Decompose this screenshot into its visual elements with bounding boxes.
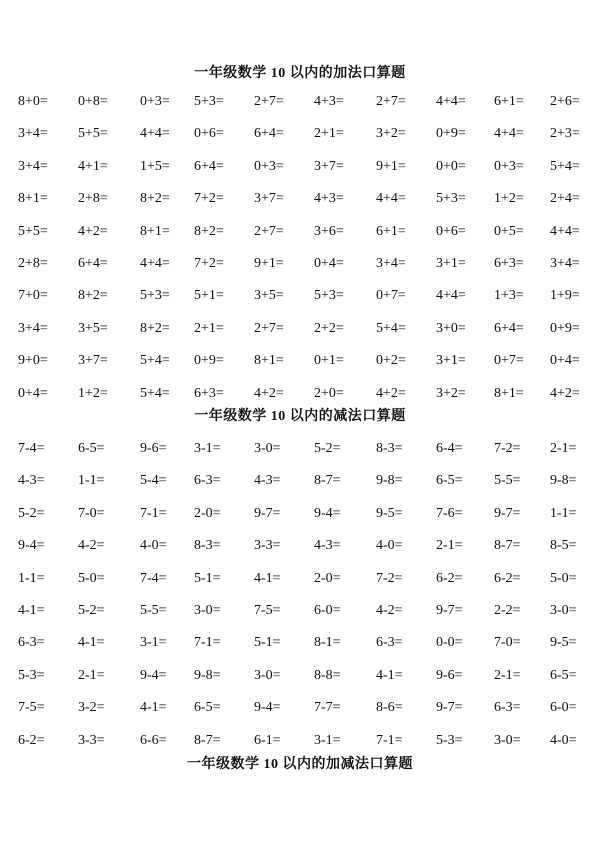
problem-item: 9-7= xyxy=(494,505,521,521)
problem-item: 6+4= xyxy=(254,126,284,142)
problem-item: 5-2= xyxy=(18,505,45,521)
problem-item: 5-1= xyxy=(254,635,281,651)
problem-row xyxy=(0,504,600,524)
problem-item: 3-2= xyxy=(78,700,105,716)
problem-item: 0+3= xyxy=(254,158,284,174)
problem-item: 6-3= xyxy=(494,700,521,716)
problem-item: 9-5= xyxy=(376,505,403,521)
section-title-addition: 一年级数学 10 以内的加法口算题 xyxy=(194,66,406,81)
problem-item: 4+2= xyxy=(78,223,108,239)
problem-item: 8-7= xyxy=(494,538,521,554)
problem-item: 6+4= xyxy=(194,158,224,174)
problem-item: 4+3= xyxy=(314,94,344,109)
problem-item: 2+7= xyxy=(254,223,284,239)
problem-item: 8+2= xyxy=(194,223,224,239)
problem-item: 8+2= xyxy=(140,320,170,336)
problem-item: 2+7= xyxy=(376,94,406,109)
problem-item: 0+4= xyxy=(550,353,580,369)
problem-item: 8+1= xyxy=(140,223,170,239)
problem-item: 5+4= xyxy=(140,385,170,401)
problem-item: 3+1= xyxy=(436,353,466,369)
problem-item: 3-0= xyxy=(254,667,281,683)
problem-item: 4+4= xyxy=(494,126,524,142)
problem-item: 4-0= xyxy=(376,538,403,554)
problem-item: 6+4= xyxy=(494,320,524,336)
problem-item: 9+1= xyxy=(376,158,406,174)
problem-item: 4+4= xyxy=(140,256,170,271)
problem-item: 4+1= xyxy=(78,158,108,174)
problem-item: 0+1= xyxy=(314,353,344,369)
problem-item: 7-2= xyxy=(376,570,403,586)
problem-item: 5+4= xyxy=(376,320,406,336)
problem-item: 8+0= xyxy=(18,94,48,109)
problem-item: 4-1= xyxy=(254,570,281,586)
problem-item: 4+4= xyxy=(436,94,466,109)
problem-item: 7-1= xyxy=(140,505,167,521)
problem-row xyxy=(0,471,600,491)
problem-item: 3+1= xyxy=(436,256,466,271)
problem-item: 4-3= xyxy=(314,538,341,554)
problem-item: 7+2= xyxy=(194,191,224,207)
problem-item: 1+3= xyxy=(494,288,524,304)
problem-item: 3-0= xyxy=(550,603,577,618)
problem-item: 4-0= xyxy=(140,538,167,554)
problem-item: 2+1= xyxy=(314,126,344,142)
problem-item: 3+4= xyxy=(18,320,48,336)
problem-row xyxy=(0,439,600,459)
problem-item: 0+3= xyxy=(140,94,170,109)
problem-item: 5-4= xyxy=(140,473,167,489)
problem-item: 1+2= xyxy=(78,385,108,401)
problem-item: 1+9= xyxy=(550,288,580,304)
problem-item: 6-3= xyxy=(376,635,403,651)
problem-item: 3+6= xyxy=(314,223,344,239)
problem-item: 5-2= xyxy=(314,441,341,456)
problem-item: 1+5= xyxy=(140,158,170,174)
problem-item: 6+1= xyxy=(494,94,524,109)
problem-item: 9+0= xyxy=(18,353,48,369)
problem-item: 5+3= xyxy=(194,94,224,109)
problem-item: 0+5= xyxy=(494,223,524,239)
problem-item: 5+1= xyxy=(194,288,224,304)
problem-item: 7-2= xyxy=(494,441,521,456)
problem-item: 2+8= xyxy=(78,191,108,207)
problem-item: 5-5= xyxy=(140,603,167,618)
problem-item: 3+4= xyxy=(18,126,48,142)
problem-item: 4-1= xyxy=(18,603,45,618)
problem-item: 2-1= xyxy=(436,538,463,554)
problem-item: 7-5= xyxy=(254,603,281,618)
problem-item: 4-3= xyxy=(254,473,281,489)
problem-item: 4-3= xyxy=(18,473,45,489)
problem-item: 6-3= xyxy=(18,635,45,651)
problem-item: 4+2= xyxy=(254,385,284,401)
problem-item: 9+1= xyxy=(254,256,284,271)
problem-item: 2+7= xyxy=(254,94,284,109)
problem-item: 6-5= xyxy=(550,667,577,683)
problem-item: 7-4= xyxy=(140,570,167,586)
problem-row xyxy=(0,351,600,371)
problem-row xyxy=(0,633,600,653)
problem-item: 0+0= xyxy=(436,158,466,174)
problem-item: 4+3= xyxy=(314,191,344,207)
problem-item: 6-0= xyxy=(550,700,577,716)
problem-item: 3-3= xyxy=(78,732,105,748)
problem-item: 6-5= xyxy=(436,473,463,489)
problem-item: 2-1= xyxy=(78,667,105,683)
problem-item: 8+2= xyxy=(140,191,170,207)
problem-item: 7-7= xyxy=(314,700,341,716)
problem-item: 3-0= xyxy=(254,441,281,456)
problem-item: 3-0= xyxy=(494,732,521,748)
problem-row xyxy=(0,286,600,306)
problem-item: 1+2= xyxy=(494,191,524,207)
problem-item: 5+5= xyxy=(78,126,108,142)
problem-item: 5-5= xyxy=(494,473,521,489)
problem-item: 6+3= xyxy=(194,385,224,401)
problem-item: 0+7= xyxy=(494,353,524,369)
problem-item: 4+4= xyxy=(140,126,170,142)
problem-item: 7-1= xyxy=(194,635,221,651)
problem-item: 0+4= xyxy=(18,385,48,401)
problem-item: 3+0= xyxy=(436,320,466,336)
problem-item: 9-8= xyxy=(194,667,221,683)
problem-item: 4+2= xyxy=(376,385,406,401)
problem-item: 6+4= xyxy=(78,256,108,271)
problem-row xyxy=(0,319,600,339)
problem-item: 6+1= xyxy=(376,223,406,239)
problem-item: 2-1= xyxy=(494,667,521,683)
problem-item: 4-0= xyxy=(550,732,577,748)
problem-item: 4-1= xyxy=(140,700,167,716)
problem-item: 2+3= xyxy=(550,126,580,142)
problem-item: 9-4= xyxy=(140,667,167,683)
problem-item: 4-1= xyxy=(78,635,105,651)
problem-item: 8-3= xyxy=(376,441,403,456)
problem-item: 6-6= xyxy=(140,732,167,748)
problem-item: 2+4= xyxy=(550,191,580,207)
problem-item: 2+1= xyxy=(194,320,224,336)
problem-item: 5-2= xyxy=(78,603,105,618)
problem-item: 7-6= xyxy=(436,505,463,521)
problem-row xyxy=(0,569,600,589)
problem-item: 6-4= xyxy=(436,441,463,456)
problem-item: 3+2= xyxy=(376,126,406,142)
problem-item: 7-0= xyxy=(78,505,105,521)
problem-item: 2-0= xyxy=(314,570,341,586)
section-title-mixed: 一年级数学 10 以内的加减法口算题 xyxy=(187,757,413,772)
problem-item: 3+5= xyxy=(254,288,284,304)
problem-item: 8-1= xyxy=(314,635,341,651)
problem-item: 7+2= xyxy=(194,256,224,271)
problem-row xyxy=(0,698,600,718)
problem-item: 8+1= xyxy=(18,191,48,207)
problem-item: 3+7= xyxy=(314,158,344,174)
problem-row xyxy=(0,384,600,404)
problem-item: 0+6= xyxy=(194,126,224,142)
problem-item: 5-3= xyxy=(18,667,45,683)
problem-item: 4-1= xyxy=(376,667,403,683)
problem-item: 2+7= xyxy=(254,320,284,336)
problem-item: 6-5= xyxy=(194,700,221,716)
problem-item: 7-0= xyxy=(494,635,521,651)
problem-row xyxy=(0,254,600,274)
problem-item: 0+3= xyxy=(494,158,524,174)
problem-item: 5+5= xyxy=(18,223,48,239)
problem-item: 0+6= xyxy=(436,223,466,239)
problem-item: 6-2= xyxy=(436,570,463,586)
problem-item: 9-6= xyxy=(436,667,463,683)
problem-item: 0+2= xyxy=(376,353,406,369)
problem-row xyxy=(0,536,600,556)
problem-item: 7-5= xyxy=(18,700,45,716)
problem-item: 4+2= xyxy=(550,385,580,401)
problem-item: 4-2= xyxy=(376,603,403,618)
problem-item: 5-3= xyxy=(436,732,463,748)
problem-item: 7+0= xyxy=(18,288,48,304)
problem-item: 8+1= xyxy=(254,353,284,369)
problem-row xyxy=(0,189,600,209)
problem-item: 5+3= xyxy=(140,288,170,304)
problem-item: 9-8= xyxy=(376,473,403,489)
problem-item: 2+2= xyxy=(314,320,344,336)
problem-row xyxy=(0,92,600,112)
problem-item: 9-7= xyxy=(254,505,281,521)
problem-item: 9-6= xyxy=(140,441,167,456)
problem-item: 9-4= xyxy=(18,538,45,554)
problem-item: 5+4= xyxy=(140,353,170,369)
problem-item: 4-2= xyxy=(78,538,105,554)
problem-item: 6-5= xyxy=(78,441,105,456)
problem-item: 9-5= xyxy=(550,635,577,651)
problem-item: 0+8= xyxy=(78,94,108,109)
problem-item: 6-0= xyxy=(314,603,341,618)
section-title-subtraction: 一年级数学 10 以内的减法口算题 xyxy=(194,409,406,424)
problem-item: 8-3= xyxy=(194,538,221,554)
problem-item: 8+2= xyxy=(78,288,108,304)
problem-item: 6+3= xyxy=(494,256,524,271)
problem-item: 5-1= xyxy=(194,570,221,586)
problem-item: 0+9= xyxy=(194,353,224,369)
problem-item: 8-7= xyxy=(194,732,221,748)
problem-item: 7-4= xyxy=(18,441,45,456)
problem-item: 5+4= xyxy=(550,158,580,174)
problem-item: 6-3= xyxy=(194,473,221,489)
problem-item: 0+4= xyxy=(314,256,344,271)
problem-item: 8-7= xyxy=(314,473,341,489)
problem-item: 1-1= xyxy=(550,505,577,521)
problem-item: 3+2= xyxy=(436,385,466,401)
problem-item: 3+7= xyxy=(78,353,108,369)
problem-item: 2-2= xyxy=(494,603,521,618)
problem-item: 4+4= xyxy=(376,191,406,207)
problem-item: 1-1= xyxy=(18,570,45,586)
problem-item: 9-4= xyxy=(254,700,281,716)
problem-item: 3-1= xyxy=(194,441,221,456)
problem-item: 3+4= xyxy=(18,158,48,174)
problem-item: 3+5= xyxy=(78,320,108,336)
problem-item: 3-3= xyxy=(254,538,281,554)
problem-item: 9-8= xyxy=(550,473,577,489)
problem-item: 5+3= xyxy=(436,191,466,207)
problem-row xyxy=(0,222,600,242)
problem-item: 3-1= xyxy=(314,732,341,748)
problem-item: 0+9= xyxy=(550,320,580,336)
problem-row xyxy=(0,731,600,751)
problem-item: 6-2= xyxy=(494,570,521,586)
problem-row xyxy=(0,157,600,177)
problem-item: 6-2= xyxy=(18,732,45,748)
problem-item: 6-1= xyxy=(254,732,281,748)
problem-row xyxy=(0,666,600,686)
problem-item: 8-6= xyxy=(376,700,403,716)
problem-item: 2-0= xyxy=(194,505,221,521)
problem-item: 2+6= xyxy=(550,94,580,109)
problem-item: 0-0= xyxy=(436,635,463,651)
problem-item: 3+7= xyxy=(254,191,284,207)
problem-item: 2-1= xyxy=(550,441,577,456)
problem-item: 8+1= xyxy=(494,385,524,401)
problem-item: 9-7= xyxy=(436,700,463,716)
problem-item: 5-0= xyxy=(78,570,105,586)
problem-item: 9-4= xyxy=(314,505,341,521)
problem-item: 4+4= xyxy=(436,288,466,304)
problem-item: 2+8= xyxy=(18,256,48,271)
problem-item: 9-7= xyxy=(436,603,463,618)
problem-item: 3-1= xyxy=(140,635,167,651)
problem-item: 3+4= xyxy=(376,256,406,271)
problem-item: 0+7= xyxy=(376,288,406,304)
problem-item: 2+0= xyxy=(314,385,344,401)
problem-item: 5-0= xyxy=(550,570,577,586)
problem-item: 7-1= xyxy=(376,732,403,748)
problem-item: 3-0= xyxy=(194,603,221,618)
problem-item: 8-5= xyxy=(550,538,577,554)
problem-item: 1-1= xyxy=(78,473,105,489)
problem-item: 5+3= xyxy=(314,288,344,304)
problem-row xyxy=(0,124,600,144)
problem-row xyxy=(0,601,600,621)
problem-item: 4+4= xyxy=(550,223,580,239)
problem-item: 0+9= xyxy=(436,126,466,142)
problem-item: 8-8= xyxy=(314,667,341,683)
problem-item: 3+4= xyxy=(550,256,580,271)
